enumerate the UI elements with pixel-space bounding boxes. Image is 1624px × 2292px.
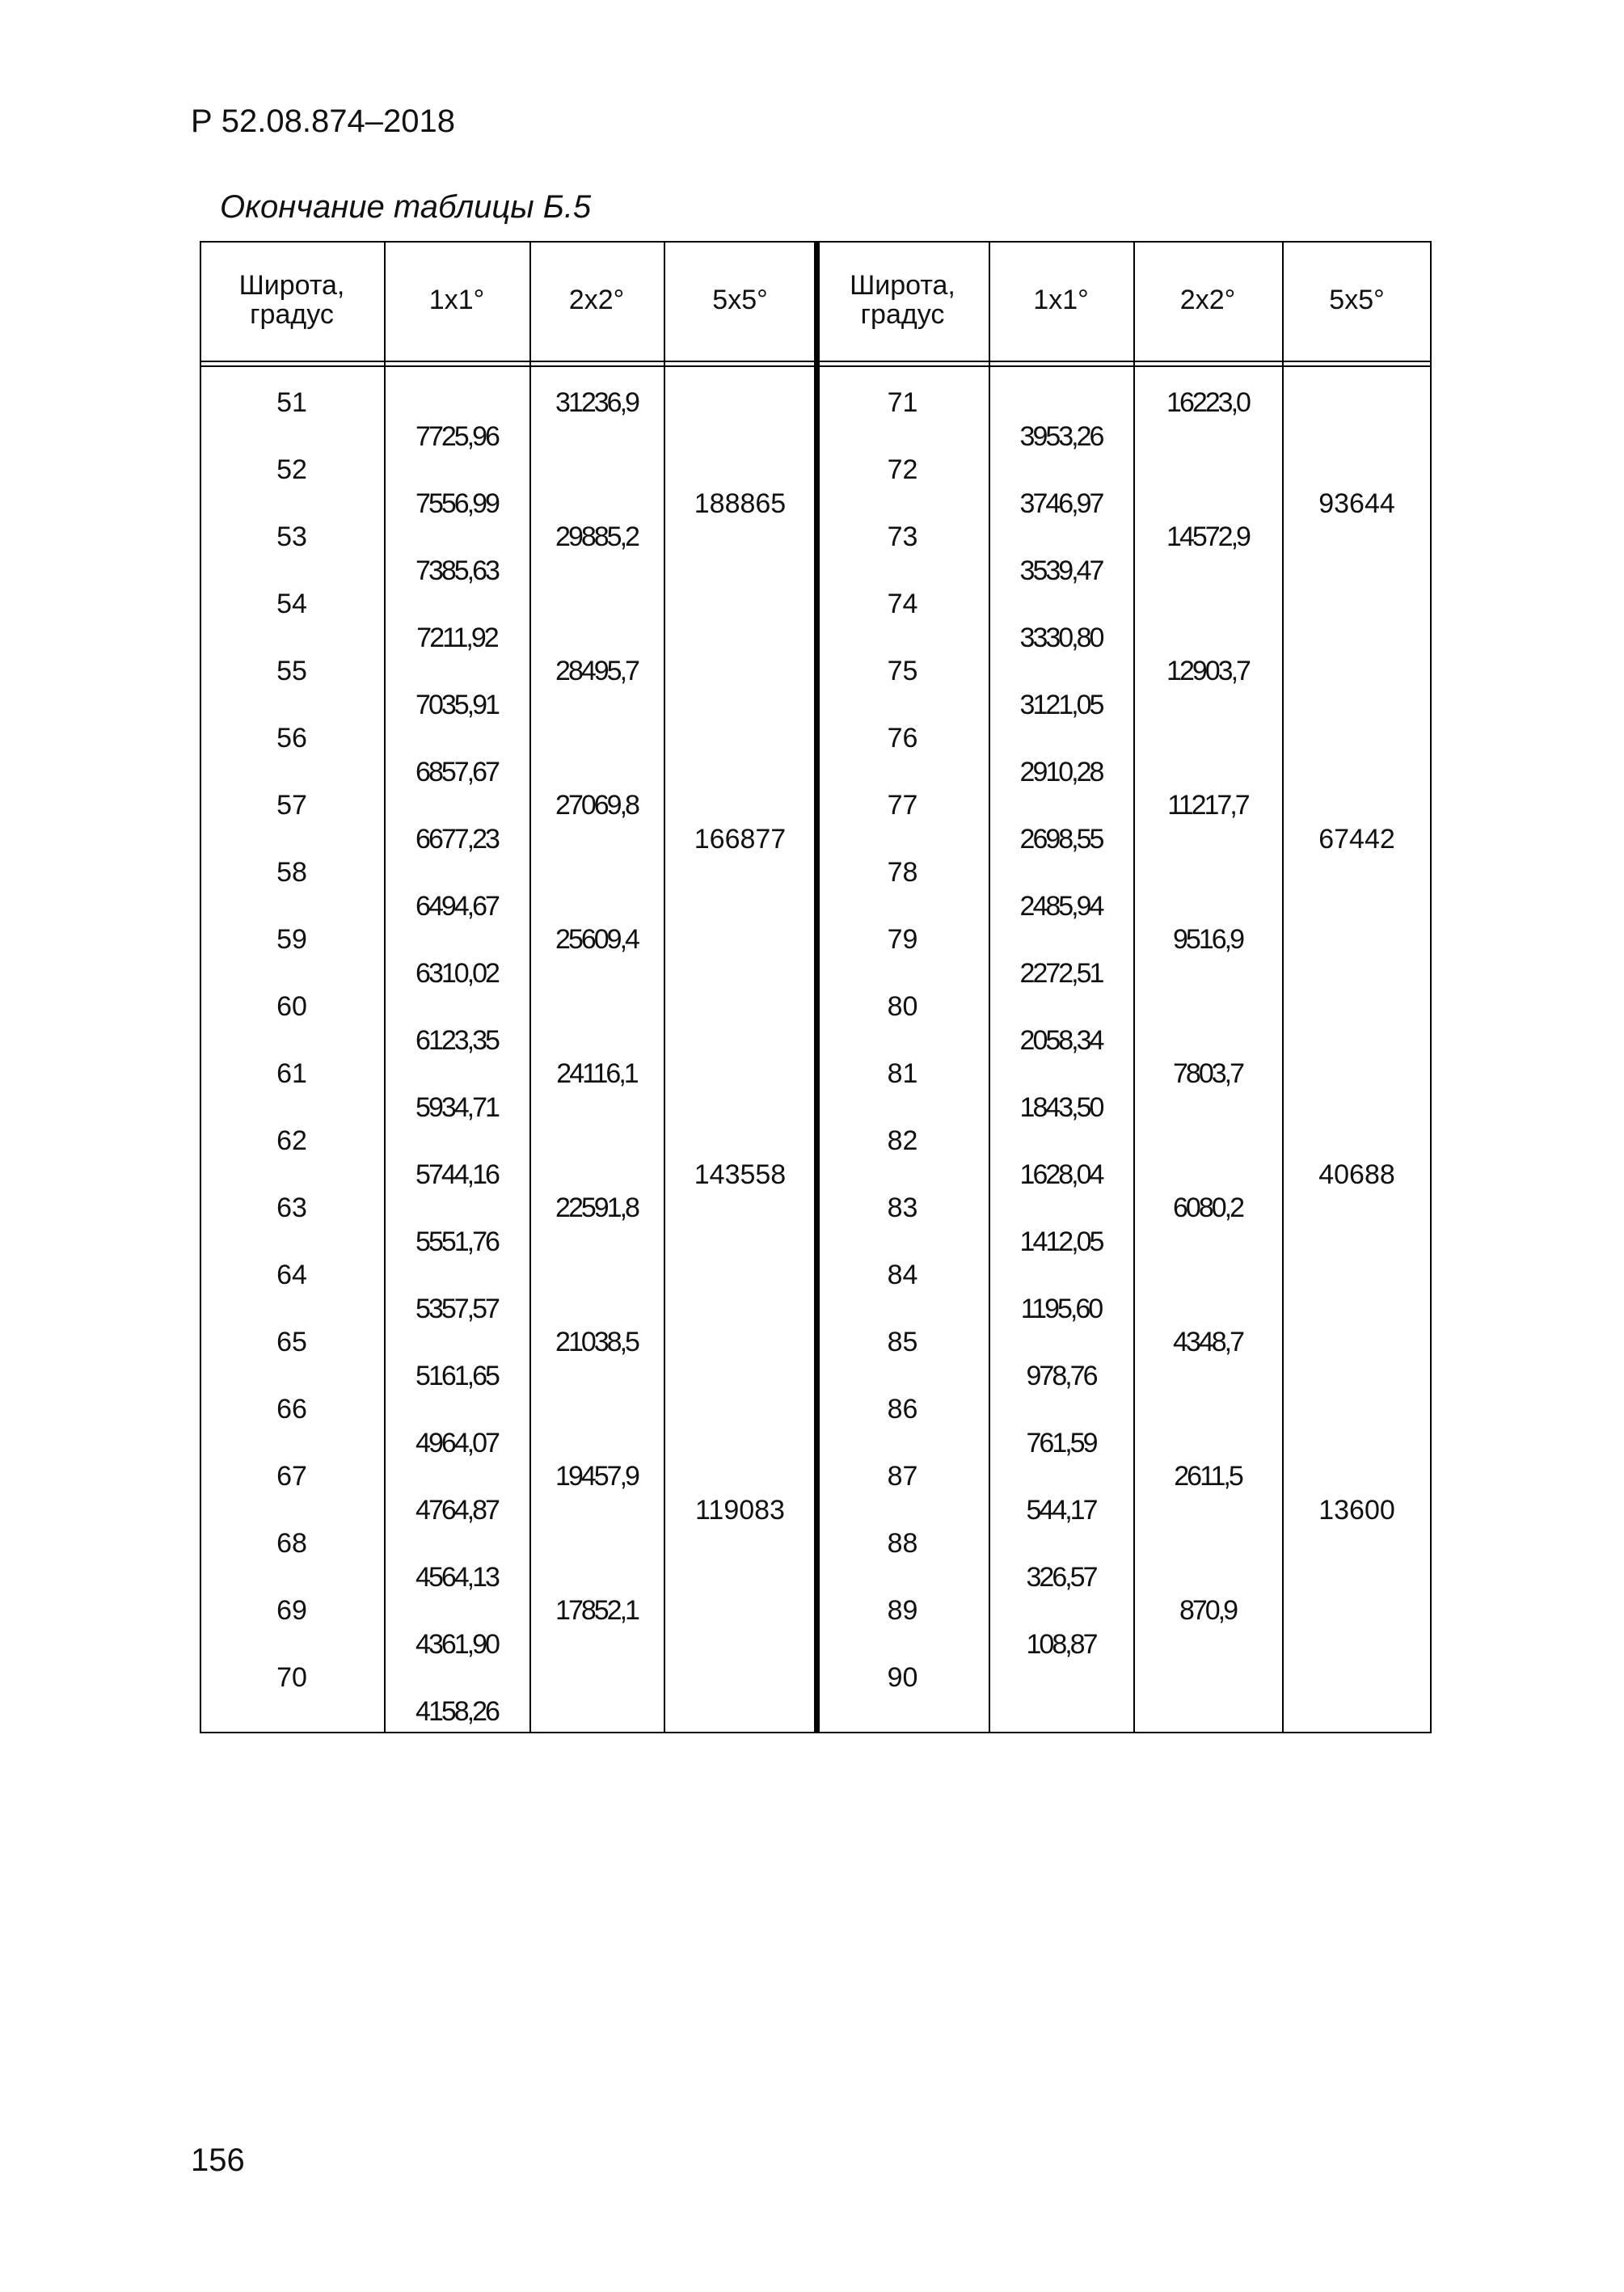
latitude-cell: 89 bbox=[887, 1595, 918, 1626]
value-5x5-cell: 67442 bbox=[1318, 823, 1395, 855]
column-header: 1x1° bbox=[1033, 285, 1089, 316]
value-1x1-cell: 108,87 bbox=[1026, 1629, 1096, 1660]
value-2x2-cell: 27069,8 bbox=[555, 790, 638, 821]
value-1x1-cell: 6494,67 bbox=[415, 891, 498, 922]
latitude-cell: 63 bbox=[276, 1192, 307, 1223]
value-2x2-cell: 31236,9 bbox=[555, 387, 638, 418]
value-2x2-cell: 22591,8 bbox=[555, 1192, 638, 1223]
value-1x1-cell: 2485,94 bbox=[1019, 891, 1103, 922]
value-1x1-cell: 7725,96 bbox=[415, 421, 498, 452]
value-1x1-cell: 2058,34 bbox=[1019, 1025, 1103, 1056]
value-1x1-cell: 1195,60 bbox=[1020, 1294, 1102, 1324]
value-1x1-cell: 5161,65 bbox=[415, 1361, 498, 1391]
latitude-cell: 62 bbox=[276, 1125, 307, 1156]
latitude-cell: 72 bbox=[887, 454, 918, 485]
value-5x5-cell: 119083 bbox=[695, 1494, 785, 1526]
value-1x1-cell: 326,57 bbox=[1026, 1562, 1096, 1593]
value-1x1-cell: 5934,71 bbox=[415, 1092, 498, 1123]
table-column-divider bbox=[529, 241, 531, 1733]
value-2x2-cell: 21038,5 bbox=[555, 1327, 638, 1357]
latitude-cell: 79 bbox=[887, 924, 918, 955]
latitude-cell: 74 bbox=[887, 589, 918, 619]
value-1x1-cell: 3539,47 bbox=[1019, 555, 1103, 586]
table-column-divider bbox=[1133, 241, 1135, 1733]
latitude-cell: 57 bbox=[276, 790, 307, 821]
column-header: Широта, градус bbox=[850, 270, 955, 330]
value-2x2-cell: 6080,2 bbox=[1173, 1192, 1242, 1223]
latitude-cell: 82 bbox=[887, 1125, 918, 1156]
latitude-cell: 88 bbox=[887, 1528, 918, 1559]
value-1x1-cell: 1843,50 bbox=[1019, 1092, 1103, 1123]
value-2x2-cell: 24116,1 bbox=[556, 1058, 637, 1089]
value-2x2-cell: 9516,9 bbox=[1173, 924, 1242, 955]
column-header: 5x5° bbox=[1329, 285, 1385, 316]
value-2x2-cell: 7803,7 bbox=[1173, 1058, 1242, 1089]
value-1x1-cell: 5744,16 bbox=[415, 1159, 498, 1190]
latitude-cell: 52 bbox=[276, 454, 307, 485]
latitude-cell: 58 bbox=[276, 857, 307, 888]
value-1x1-cell: 4361,90 bbox=[415, 1629, 498, 1660]
value-1x1-cell: 1628,04 bbox=[1019, 1159, 1103, 1190]
value-5x5-cell: 93644 bbox=[1318, 488, 1395, 519]
value-2x2-cell: 870,9 bbox=[1179, 1595, 1237, 1626]
column-header: 2x2° bbox=[568, 285, 625, 316]
value-1x1-cell: 3746,97 bbox=[1019, 488, 1103, 519]
latitude-cell: 61 bbox=[276, 1058, 307, 1089]
latitude-cell: 59 bbox=[276, 924, 307, 955]
value-1x1-cell: 6857,67 bbox=[415, 757, 498, 787]
value-2x2-cell: 29885,2 bbox=[555, 521, 638, 552]
latitude-cell: 80 bbox=[887, 991, 918, 1022]
latitude-cell: 51 bbox=[276, 387, 307, 418]
table-header-divider bbox=[200, 365, 1432, 367]
value-1x1-cell: 3953,26 bbox=[1019, 421, 1103, 452]
column-header: 1x1° bbox=[428, 285, 485, 316]
value-1x1-cell: 2698,55 bbox=[1019, 824, 1103, 855]
value-1x1-cell: 6677,23 bbox=[415, 824, 498, 855]
column-header: Широта, градус bbox=[238, 270, 345, 330]
value-1x1-cell: 6123,35 bbox=[415, 1025, 498, 1056]
value-5x5-cell: 188865 bbox=[694, 488, 787, 519]
latitude-cell: 67 bbox=[276, 1461, 307, 1492]
value-5x5-cell: 166877 bbox=[694, 823, 787, 855]
value-1x1-cell: 7211,92 bbox=[416, 623, 497, 653]
value-2x2-cell: 19457,9 bbox=[555, 1461, 638, 1492]
value-1x1-cell: 4158,26 bbox=[415, 1696, 498, 1727]
latitude-cell: 54 bbox=[276, 589, 307, 619]
latitude-cell: 86 bbox=[887, 1394, 918, 1425]
value-1x1-cell: 5551,76 bbox=[415, 1226, 498, 1257]
value-2x2-cell: 14572,9 bbox=[1166, 521, 1249, 552]
value-2x2-cell: 28495,7 bbox=[555, 656, 638, 686]
value-1x1-cell: 4564,13 bbox=[415, 1562, 498, 1593]
latitude-cell: 68 bbox=[276, 1528, 307, 1559]
value-1x1-cell: 7556,99 bbox=[415, 488, 498, 519]
value-1x1-cell: 3121,05 bbox=[1019, 690, 1103, 720]
latitude-cell: 87 bbox=[887, 1461, 918, 1492]
value-5x5-cell: 40688 bbox=[1318, 1159, 1395, 1190]
value-1x1-cell: 6310,02 bbox=[415, 958, 498, 989]
value-2x2-cell: 16223,0 bbox=[1166, 387, 1249, 418]
column-header: 2x2° bbox=[1179, 285, 1236, 316]
latitude-cell: 55 bbox=[276, 656, 307, 686]
latitude-cell: 75 bbox=[887, 656, 918, 686]
latitude-cell: 53 bbox=[276, 521, 307, 552]
document-code: Р 52.08.874–2018 bbox=[191, 103, 455, 139]
latitude-cell: 70 bbox=[276, 1662, 307, 1693]
latitude-cell: 65 bbox=[276, 1327, 307, 1357]
table-caption: Окончание таблицы Б.5 bbox=[220, 189, 592, 225]
latitude-cell: 78 bbox=[887, 857, 918, 888]
value-2x2-cell: 12903,7 bbox=[1166, 656, 1249, 686]
value-1x1-cell: 978,76 bbox=[1026, 1361, 1096, 1391]
value-1x1-cell: 2272,51 bbox=[1019, 958, 1103, 989]
latitude-cell: 81 bbox=[887, 1058, 918, 1089]
page-number: 156 bbox=[191, 2142, 245, 2178]
table-header-divider bbox=[200, 361, 1432, 362]
value-1x1-cell: 4764,87 bbox=[415, 1495, 498, 1526]
column-header: 5x5° bbox=[712, 285, 768, 316]
latitude-cell: 69 bbox=[276, 1595, 307, 1626]
latitude-cell: 77 bbox=[887, 790, 918, 821]
latitude-cell: 84 bbox=[887, 1260, 918, 1290]
value-1x1-cell: 7035,91 bbox=[415, 690, 498, 720]
value-2x2-cell: 4348,7 bbox=[1173, 1327, 1242, 1357]
value-1x1-cell: 1412,05 bbox=[1019, 1226, 1103, 1257]
latitude-cell: 83 bbox=[887, 1192, 918, 1223]
value-1x1-cell: 2910,28 bbox=[1019, 757, 1103, 787]
latitude-cell: 85 bbox=[887, 1327, 918, 1357]
latitude-cell: 71 bbox=[887, 387, 918, 418]
value-5x5-cell: 13600 bbox=[1318, 1494, 1395, 1526]
value-1x1-cell: 4964,07 bbox=[415, 1428, 498, 1458]
value-2x2-cell: 25609,4 bbox=[555, 924, 638, 955]
latitude-cell: 64 bbox=[276, 1260, 307, 1290]
latitude-cell: 90 bbox=[887, 1662, 918, 1693]
value-1x1-cell: 5357,57 bbox=[415, 1294, 498, 1324]
value-2x2-cell: 11217,7 bbox=[1167, 790, 1248, 821]
value-1x1-cell: 761,59 bbox=[1026, 1428, 1096, 1458]
value-1x1-cell: 7385,63 bbox=[415, 555, 498, 586]
value-1x1-cell: 3330,80 bbox=[1019, 623, 1103, 653]
value-2x2-cell: 2611,5 bbox=[1174, 1461, 1242, 1492]
data-table bbox=[200, 241, 1432, 1733]
latitude-cell: 56 bbox=[276, 723, 307, 753]
value-1x1-cell: 544,17 bbox=[1026, 1495, 1096, 1526]
value-5x5-cell: 143558 bbox=[694, 1159, 787, 1190]
value-2x2-cell: 17852,1 bbox=[555, 1595, 638, 1626]
latitude-cell: 66 bbox=[276, 1394, 307, 1425]
latitude-cell: 76 bbox=[887, 723, 918, 753]
latitude-cell: 73 bbox=[887, 521, 918, 552]
latitude-cell: 60 bbox=[276, 991, 307, 1022]
